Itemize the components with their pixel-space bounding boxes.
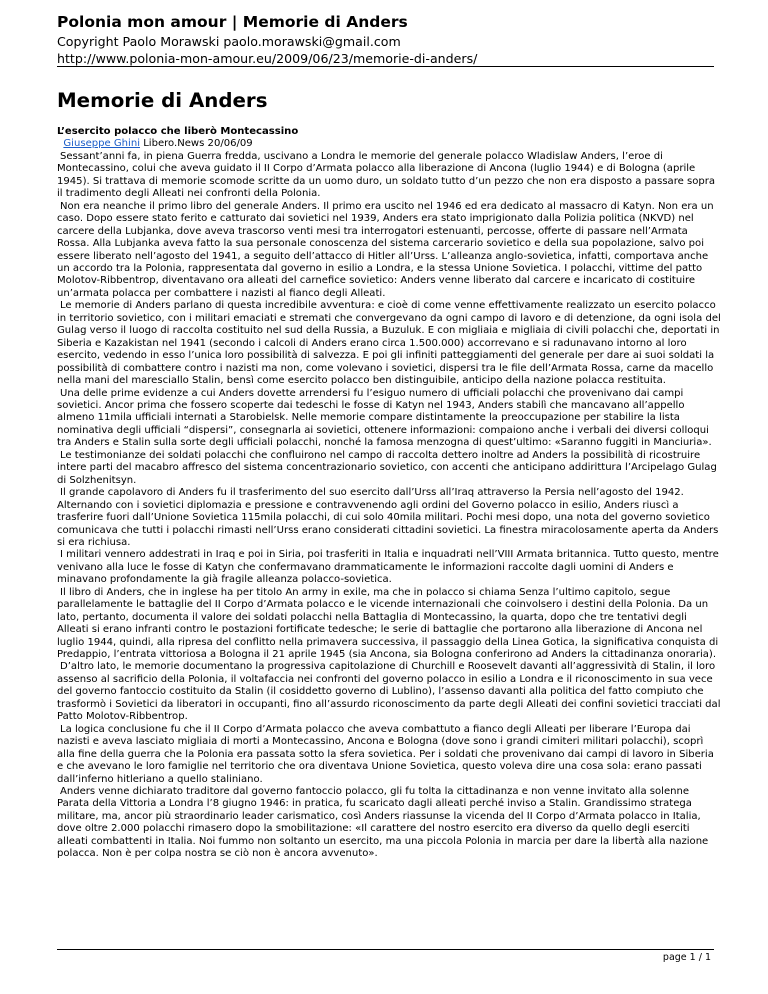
paragraph: D’altro lato, le memorie documentano la progressiva capitolazione di Churchill e Roosevelt davanti all’aggressività di Stalin, il loro assenso al sacrificio della Polonia, il voltafaccia nei confronti del governo polacco in esilio a Londra e il riconoscimento in sua vece del governo fantoccio costituito da Stalin (il cosiddetto governo di Lublino), l’assenso davanti alla politica del fatto compiuto che trasformò i Sovietici da liberatori in occupanti, fino all’assurdo riconoscimento da parte degli Alleati dei confini sovietici tracciati dal Patto Molotov-Ribbentrop. (57, 661, 721, 723)
paragraph: Una delle prime evidenze a cui Anders dovette arrendersi fu l’esiguo numero di ufficiali polacchi che provenivano dai campi sovietici. Ancor prima che fossero scoperte dai tedeschi le fosse di Katyn nel 1943, Anders stabilì che mancavano all’appello almeno 11mila ufficiali internati a Starobielsk. Nelle memorie compare distintamente la preoccupazione per stabilire la lista nominativa degli ufficiali “dispersi”, consegnarla ai sovietici, ottenere informazioni: compaiono anche i verbali dei diversi colloqui tra Anders e Stalin sulla sorte degli ufficiali polacchi, nonché la famosa menzogna di quest’ultimo: «Saranno fuggiti in Manciuria». (57, 387, 712, 449)
document-header (57, 12, 717, 67)
paragraph: Il libro di Anders, che in inglese ha per titolo An army in exile, ma che in polacco si chiama Senza l’ultimo capitolo, segue parallelamente le battaglie del II Corpo d’Armata polacco e le vicende internazionali che coinvolsero i destini della Polonia. Da un lato, pertanto, documenta il valore dei soldati polacchi nella Battaglia di Montecassino, la quarta, dopo che tre tentativi degli Alleati si erano infranti contro le postazioni fortificate tedesche; le serie di battaglie che portarono alla liberazione di Ancona nel luglio 1944, quindi, alla ripresa del conflitto nella primavera successiva, il passaggio della Linea Gotica, la significativa conquista di Predappio, l’entrata vittoriosa a Bologna il 21 aprile 1945 (sia Ancona, sia Bologna conferirono ad Anders la cittadinanza onoraria). (57, 586, 719, 661)
copyright-line: Copyright Paolo Morawski paolo.morawski@gmail.com (57, 34, 401, 49)
byline (57, 138, 721, 150)
paragraph: Le memorie di Anders parlano di questa incredibile avventura: e cioè di come venne effettivamente realizzato un esercito polacco in territorio sovietico, con i militari emaciati e stremati che convergevano da ogni campo di lavoro e di detenzione, da ogni isola del Gulag verso il luogo di raccolta costituito nel sud della Russia, a Buzuluk. E con migliaia e migliaia di civili polacchi che, deportati in Siberia e Kazakistan nel 1941 (secondo i calcoli di Anders erano circa 1.500.000) accorrevano e si radunavano intorno al loro esercito, vedendo in esso l’unica loro possibilità di salvezza. E poi gli infiniti patteggiamenti del generale per dare ai suoi soldati la possibilità di combattere contro i nazisti ma non, come volevano i sovietici, dispersi tra le file dell’Armata Rossa, carne da macello nella mani del maresciallo Stalin, bensì come esercito polacco ben distinguibile, anticipo della nazione polacca restituita. (57, 300, 721, 387)
paragraph: I militari vennero addestrati in Iraq e poi in Siria, poi trasferiti in Italia e inquadrati nell’VIII Armata britannica. Tutto questo, mentre venivano alla luce le fosse di Katyn che confermavano drammaticamente le informazioni raccolte dagli uomini di Anders e minavano profondamente la già fragile alleanza polacco-sovietica. (57, 549, 719, 586)
paragraph: Non era neanche il primo libro del generale Anders. Il primo era uscito nel 1946 ed era dedicato al massacro di Katyn. Non era un caso. Dopo essere stato ferito e catturato dai sovietici nel 1939, Anders era stato imprigionato dalla Polizia politica (NKVD) nel carcere della Lubjanka, dove aveva trascorso venti mesi tra interrogatori estenuanti, percosse, offerte di passare nell’Armata Rossa. Alla Lubjanka aveva fatto la sua personale conoscenza del sistema carcerario sovietico e della sua popolazione, salvo poi essere liberato nell’agosto del 1941, a seguito dell’attacco di Hitler all’Urss. L’alleanza anglo-sovietica, infatti, comportava anche un accordo tra la Polonia, rappresentata dal governo in esilio a Londra, e la stessa Unione Sovietica. I polacchi, vittime del patto Molotov-Ribbentrop, diventavano ora alleati del carnefice sovietico: Anders venne liberato dal carcere e incaricato di costituire un’armata polacca per combattere i nazisti al fianco degli Alleati. (57, 200, 714, 299)
paragraph: Il grande capolavoro di Anders fu il trasferimento del suo esercito dall’Urss all’Iraq attraverso la Persia nell’agosto del 1942. Alternando con i sovietici diplomazia e pressione e contravvenendo agli ordini del Governo polacco in esilio, Anders riuscì a trasferire fuori dall’Unione Sovietica 115mila polacchi, di cui solo 40mila militari. Pochi mesi dopo, una nota del governo sovietico comunicava che tutti i polacchi rimasti nell’Urss erano considerati cittadini sovietici. La finestra miracolosamente aperta da Anders si era richiusa. (57, 487, 719, 548)
footer-divider (57, 949, 714, 950)
article-body (57, 126, 721, 861)
article-source: Libero.News 20/06/09 (143, 138, 253, 150)
author-link[interactable]: Giuseppe Ghini (63, 138, 140, 150)
paragraph: Le testimonianze dei soldati polacchi che confluirono nel campo di raccolta dettero inoltre ad Anders la possibilità di ricostruire intere parti del macabro affresco del sistema concentrazionario sovietico, con accenti che anticipano addirittura l’Arcipelago Gulag di Solzhenitsyn. (57, 449, 717, 486)
source-url: http://www.polonia-mon-amour.eu/2009/06/23/memorie-di-anders/ (57, 51, 478, 66)
paragraph: Sessant’anni fa, in piena Guerra fredda, uscivano a Londra le memorie del generale polacco Wladislaw Anders, l’eroe di Montecassino, colui che aveva guidato il II Corpo d’Armata polacco alla liberazione di Ancona (luglio 1944) e di Bologna (aprile 1945). Si trattava di memorie scomode scritte da un uomo duro, un soldato tutto d’un pezzo che non era disposto a passare sopra il tradimento degli Alleati nei confronti della Polonia. (57, 150, 716, 200)
site-title: Polonia mon amour | Memorie di Anders (57, 13, 408, 31)
header-divider (57, 66, 714, 67)
paragraph: Anders venne dichiarato traditore dal governo fantoccio polacco, gli fu tolta la cittadinanza e non venne invitato alla solenne Parata della Vittoria a Londra l’8 giugno 1946: in pratica, fu scaricato dagli alleati perché inviso a Stalin. Grandissimo stratega militare, ma, ancor più straordinario leader carismatico, così Anders riassunse la vicenda del II Corpo d’Armata polacco in Italia, dove oltre 2.000 polacchi rimasero dopo la smobilitazione: «Il carattere del nostro esercito era diverso da quello degli eserciti alleati combattenti in Italia. Noi fummo non soltanto un esercito, ma una piccola Polonia in marcia per dare la libertà alla nazione polacca. Non è per colpa nostra se ciò non è ancora avvenuto». (57, 786, 709, 860)
article-title: Memorie di Anders (57, 89, 268, 112)
paragraph: La logica conclusione fu che il II Corpo d’Armata polacco che aveva combattuto a fianco degli Alleati per liberare l’Europa dai nazisti e aveva lasciato migliaia di morti a Montecassino, Ancona e Bologna (dove sono i grandi cimiteri militari polacchi), scoprì alla fine della guerra che la Polonia era passata sotto la sfera sovietica. Per i soldati che provenivano dai campi di lavoro in Siberia e che avevano le loro famiglie nel territorio che ora diventava Unione Sovietica, questo voleva dire una cosa sola: erano passati dall’inferno hitleriano a quello staliniano. (57, 723, 714, 785)
page-number: page 1 / 1 (662, 952, 711, 963)
article-subtitle: L’esercito polacco che liberò Montecassino (57, 126, 299, 137)
